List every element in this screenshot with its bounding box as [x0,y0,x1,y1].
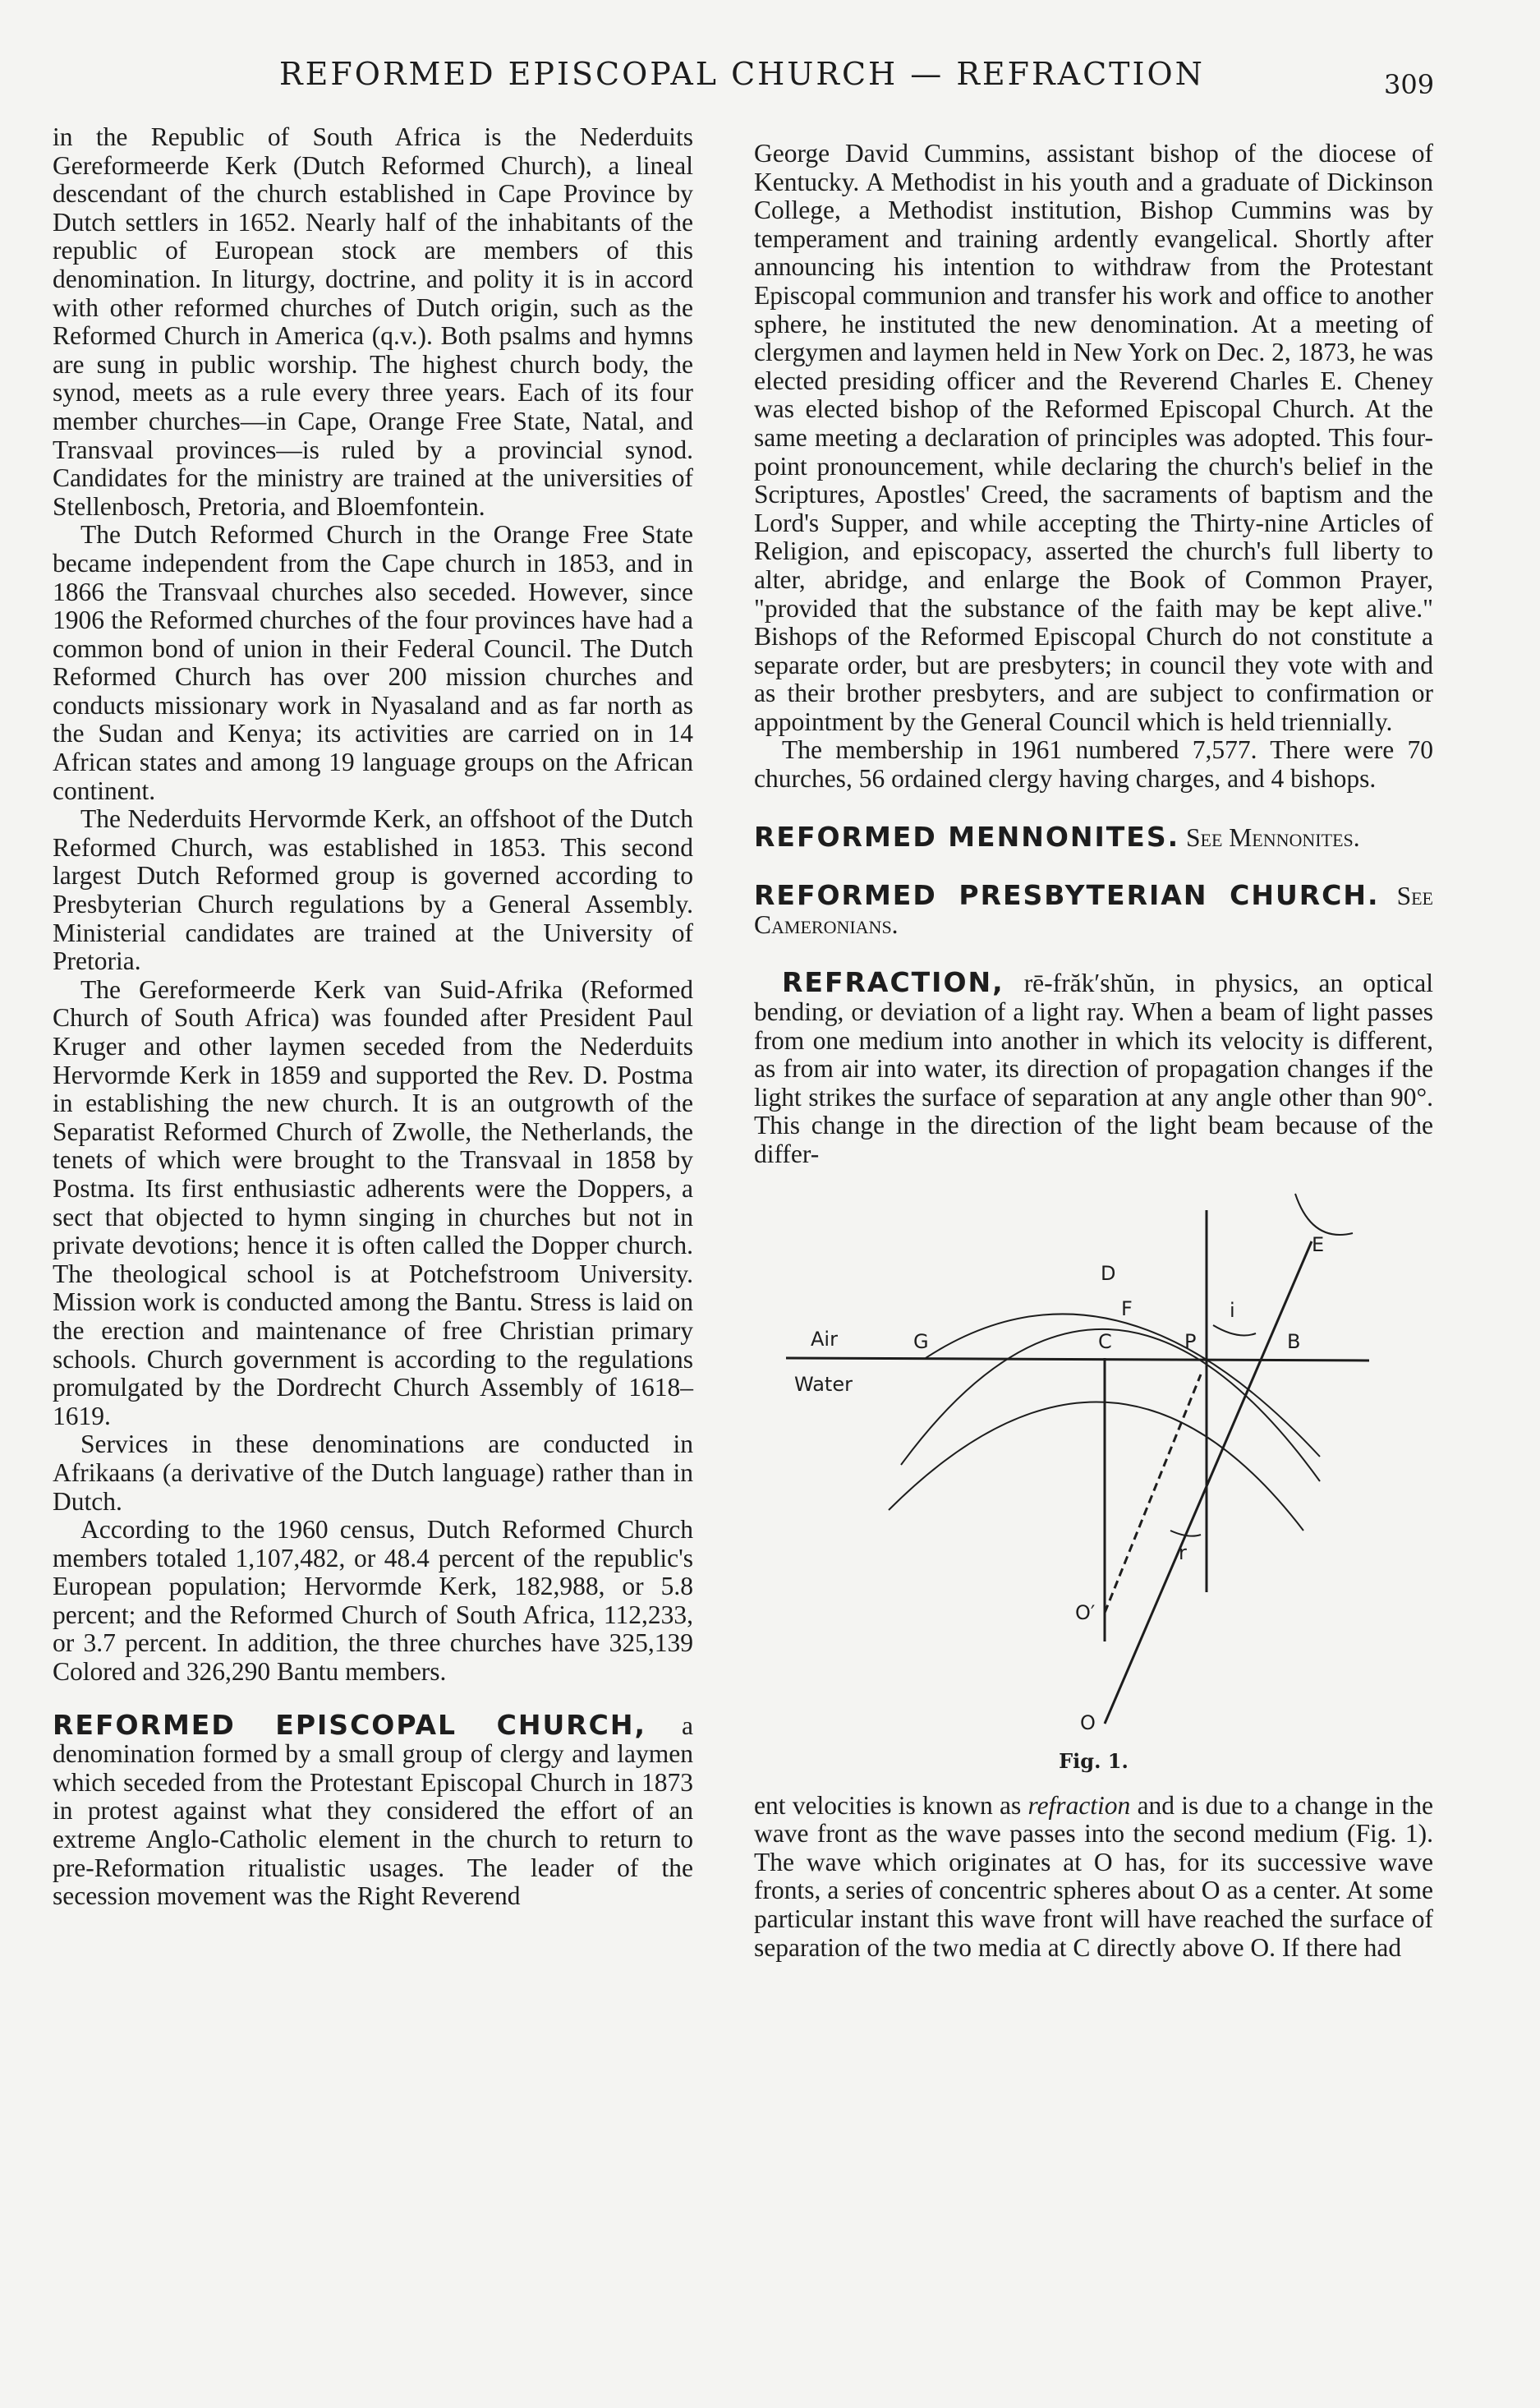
label-water: Water [793,1372,853,1396]
text: ent velocities is known as [754,1790,1028,1820]
label-F: F [1120,1296,1133,1320]
label-P: P [1184,1329,1196,1353]
running-title: REFORMED EPISCOPAL CHURCH — REFRACTION [279,56,1205,92]
figure [754,1186,1433,1774]
label-G: G [913,1329,929,1353]
cross-reference: See Cameronians. [754,882,1433,939]
entry-heading: REFORMED EPISCOPAL CHURCH, [53,1708,647,1741]
label-i: i [1229,1298,1235,1322]
emphasis: refraction [1027,1790,1131,1820]
eye-icon [1295,1194,1353,1235]
refraction-diagram [786,1186,1402,1744]
reformed-episcopal-entry [53,1708,693,1911]
label-B: B [1286,1329,1300,1353]
label-r: r [1178,1540,1187,1564]
label-O-prime: O′ [1074,1600,1095,1624]
label-C: C [1097,1329,1112,1353]
paragraph: George David Cummins, assistant bishop of the diocese of Kentucky. A Methodist in his youth and a graduate of Dickinson College, a Methodist institution, Bishop Cummins was by temperament and training ardently evangelical. Shortly after announcing his intention to withdraw from the Protestant Episcopal communion and transfer his work and office to another sphere, he instituted the new denomination. At a meeting of clergymen and laymen held in New York on Dec. 2, 1873, he was elected presiding officer and the Reverend Charles E. Cheney was elected bishop of the Reformed Episcopal Church. At the same meeting a declaration of principles was adopted. This four-point pronouncement, while declaring the church's belief in the Scriptures, Apostles' Creed, the sacraments of baptism and the Lord's Supper, and while accepting the Thirty-nine Articles of Religion, and episcopacy, asserted the church's full liberty to alter, abridge, and enlarge the Book of Common Prayer, "provided that the substance of the faith may be kept alive." Bishops of the Reformed Episcopal Church do not constitute a separate order, but are presbyters; in council they vote with and as their brother presbyters, and are subject to confirmation or appointment by the General Council which is held triennially. [754,139,1433,736]
label-O: O [1079,1710,1096,1734]
angle-i-arc [1213,1325,1256,1335]
paragraph: Services in these denominations are conducted in Afrikaans (a derivative of the Dutch language) rather than in Dutch. [53,1430,693,1516]
entry-heading: REFORMED PRESBYTERIAN CHURCH. [754,879,1380,912]
entry-heading: REFORMED MENNONITES. [754,820,1180,853]
entry-heading: REFRACTION, [782,966,1004,999]
wavefront-water [889,1402,1303,1531]
refraction-continuation [754,1792,1433,1963]
paragraph: The membership in 1961 numbered 7,577. There were 70 churches, 56 ordained clergy having charges, and 4 bishops. [754,735,1433,794]
paragraph: The Nederduits Hervormde Kerk, an offshoot of the Dutch Reformed Church, was established in 1853. This second largest Dutch Reformed group is governed according to Presbyterian Church regulations by a General Assembly. Ministerial candidates are trained at the University of Pretoria. [53,804,693,976]
page-number: 309 [1384,69,1435,100]
left-column [53,123,693,1911]
text: and is due to a change in the wave front as the wave passes into the second medium (Fig. 1). The wave which originates at O has, for its successive wave fronts, a series of concentric spheres about O as a center. At some particular instant this wave front will have reached the surface of separation of the two media at C directly above O. If there had [754,1790,1433,1962]
paragraph: The Dutch Reformed Church in the Orange Free State became independent from the Cape church in 1853, and in 1866 the Transvaal churches also seceded. However, since 1906 the Reformed churches of the four provinces have had a common bond of union in their Federal Council. The Dutch Reformed Church has over 200 mission churches and conducts missionary work in Nyasaland and as far north as the Sudan and Kenya; its activities are carried on in 14 African states and among 19 language groups on the African continent. [53,520,693,805]
label-D: D [1100,1261,1115,1285]
surface-line [786,1358,1369,1361]
label-air: Air [810,1327,838,1351]
entry-text: in physics, an optical bending, or deviation of a light ray. When a beam of light passes from one medium into another in which its velocity is different, as from air into water, its direction of propagation changes if the light strikes the surface of separation at any angle other than 90°. This change in the direction of the light beam because of the differ- [754,969,1434,1168]
label-E: E [1311,1232,1324,1256]
entry-text: a denomination formed by a small group of clergy and laymen which seceded from the Protestant Episcopal Church in 1873 in protest against what they considered the effort of an extreme Anglo-Catholic element in the church to return to pre-Reformation ritualistic usages. The leader of the secession movement was the Right Reverend [53,1710,693,1911]
ray-line [1105,1241,1312,1724]
right-column [754,140,1433,1962]
paragraph: According to the 1960 census, Dutch Reformed Church members totaled 1,107,482, or 48.4 percent of the republic's European population; Hervormde Kerk, 182,988, or 5.8 percent; and the Reformed Church of South Africa, 112,233, or 3.7 percent. In addition, the three churches have 325,139 Colored and 326,290 Bantu members. [53,1515,693,1687]
paragraph: The Gereformeerde Kerk van Suid-Afrika (Reformed Church of South Africa) was founded after President Paul Kruger and other laymen seceded from the Nederduits Hervormde Kerk in 1859 and supported the Rev. D. Postma in establishing the new church. It is an outgrowth of the Separatist Reformed Church of Zwolle, the Netherlands, the tenets of which were brought to the Transvaal in 1858 by Postma. Its first enthusiastic adherents were the Doppers, a sect that objected to hymn singing in churches but not in private devotions; hence it is often called the Dopper church. The theological school is at Potchefstroom University. Mission work is conducted among the Bantu. Stress is laid on the erection and maintenance of free Christian primary schools. Church government is according to the regulations promulgated by the Dordrecht Church Assembly of 1618–1619. [53,974,693,1430]
pronunciation: rē-frăk′shŭn, [1023,969,1156,998]
paragraph: in the Republic of South Africa is the Nederduits Gereformeerde Kerk (Dutch Reformed Church), a lineal descendant of the church established in Cape Province by Dutch settlers in 1652. Nearly half of the inhabitants of the republic of European stock are members of this denomination. In liturgy, doctrine, and polity it is in accord with other reformed churches of Dutch origin, such as the Reformed Church in America (q.v.). Both psalms and hymns are sung in public worship. The highest church body, the synod, meets as a rule every three years. Each of its four member churches—in Cape, Orange Free State, Natal, and Transvaal provinces—is ruled by a provincial synod. Candidates for the ministry are trained at the universities of Stellenbosch, Pretoria, and Bloemfontein. [53,122,693,521]
figure-caption: Fig. 1. [1059,1748,1129,1773]
cross-reference: See Mennonites. [1186,822,1360,852]
